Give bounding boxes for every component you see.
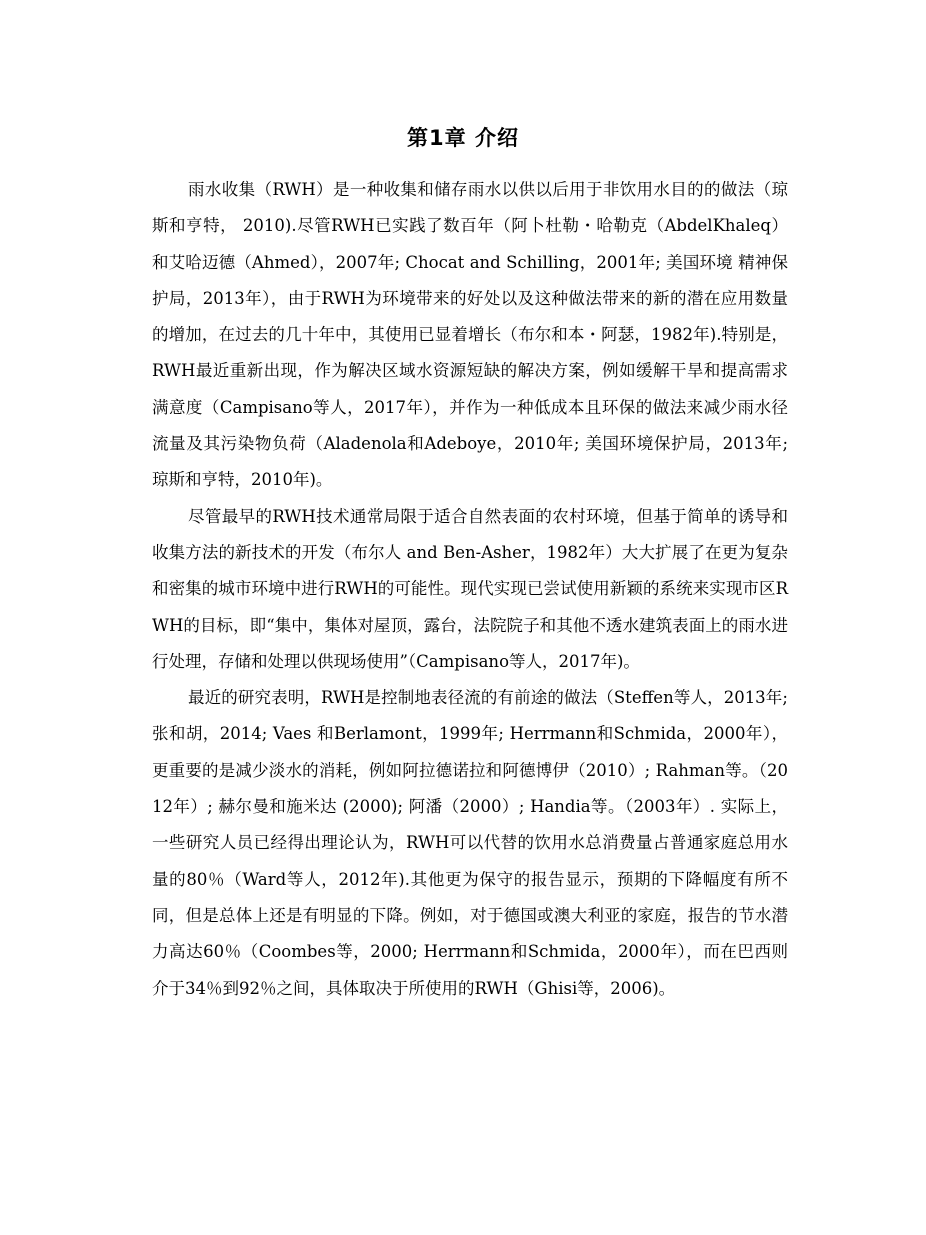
chapter-title: 第1章 介绍 (407, 126, 519, 150)
paragraph-3: 最近的研究表明，RWH是控制地表径流的有前途的做法（Steffen等人，2013年; 张和胡，2014; Vaes 和Berlamont，1999年; Herrmann和Schmida，2000年），更重要的是减少淡水的消耗，例如阿拉德诺拉和阿德博伊（2010）; Rahman等。（2012年）; 赫尔曼和施米达 (2000); 阿潘（2000）; Handia等。（2003年）. 实际上，一些研究人员已经得出理论认为，RWH可以代替的饮用水总消费量占普通家庭总用水量的80％（Ward等人，2012年).其他更为保守的报告显示，预期的下降幅度有所不同，但是总体上还是有明显的下降。例如，对于德国或澳大利亚的家庭，报告的节水潜力高达60％（Coombes等，2000; Herrmann和Schmida，2000年），而在巴西则介于34％到92％之间，具体取决于所使用的RWH（Ghisi等，2006)。 (152, 688, 788, 998)
paragraph-2: 尽管最早的RWH技术通常局限于适合自然表面的农村环境，但基于简单的诱导和收集方法的新技术的开发（布尔人 and Ben-Asher，1982年）大大扩展了在更为复杂和密集的城市环境中进行RWH的可能性。现代实现已尝试使用新颖的系统来实现市区RWH的目标，即“集中，集体对屋顶，露台，法院院子和其他不透水建筑表面上的雨水进行处理，存储和处理以供现场使用”（Campisano等人，2017年)。 (152, 506, 788, 671)
body-text (152, 172, 788, 1007)
paragraph-1: 雨水收集（RWH）是一种收集和储存雨水以供以后用于非饮用水目的的做法（琼斯和亨特， 2010).尽管RWH已实践了数百年（阿卜杜勒・哈勒克（AbdelKhaleq） 和艾哈迈德（Ahmed），2007年; Chocat and Schilling，2001年; 美国环境 精神保护局，2013年），由于RWH为环境带来的好处以及这种做法带来的新的潜在应用数量的增加，在过去的几十年中，其使用已显着增长（布尔和本・阿瑟，1982年).特别是，RWH最近重新出现，作为解决区域水资源短缺的解决方案，例如缓解干旱和提高需求满意度（Campisano等人，2017年），并作为一种低成本且环保的做法来减少雨水径流量及其污染物负荷（Aladenola和Adeboye，2010年; 美国环境保护局，2013年; 琼斯和亨特，2010年)。 (152, 180, 788, 490)
